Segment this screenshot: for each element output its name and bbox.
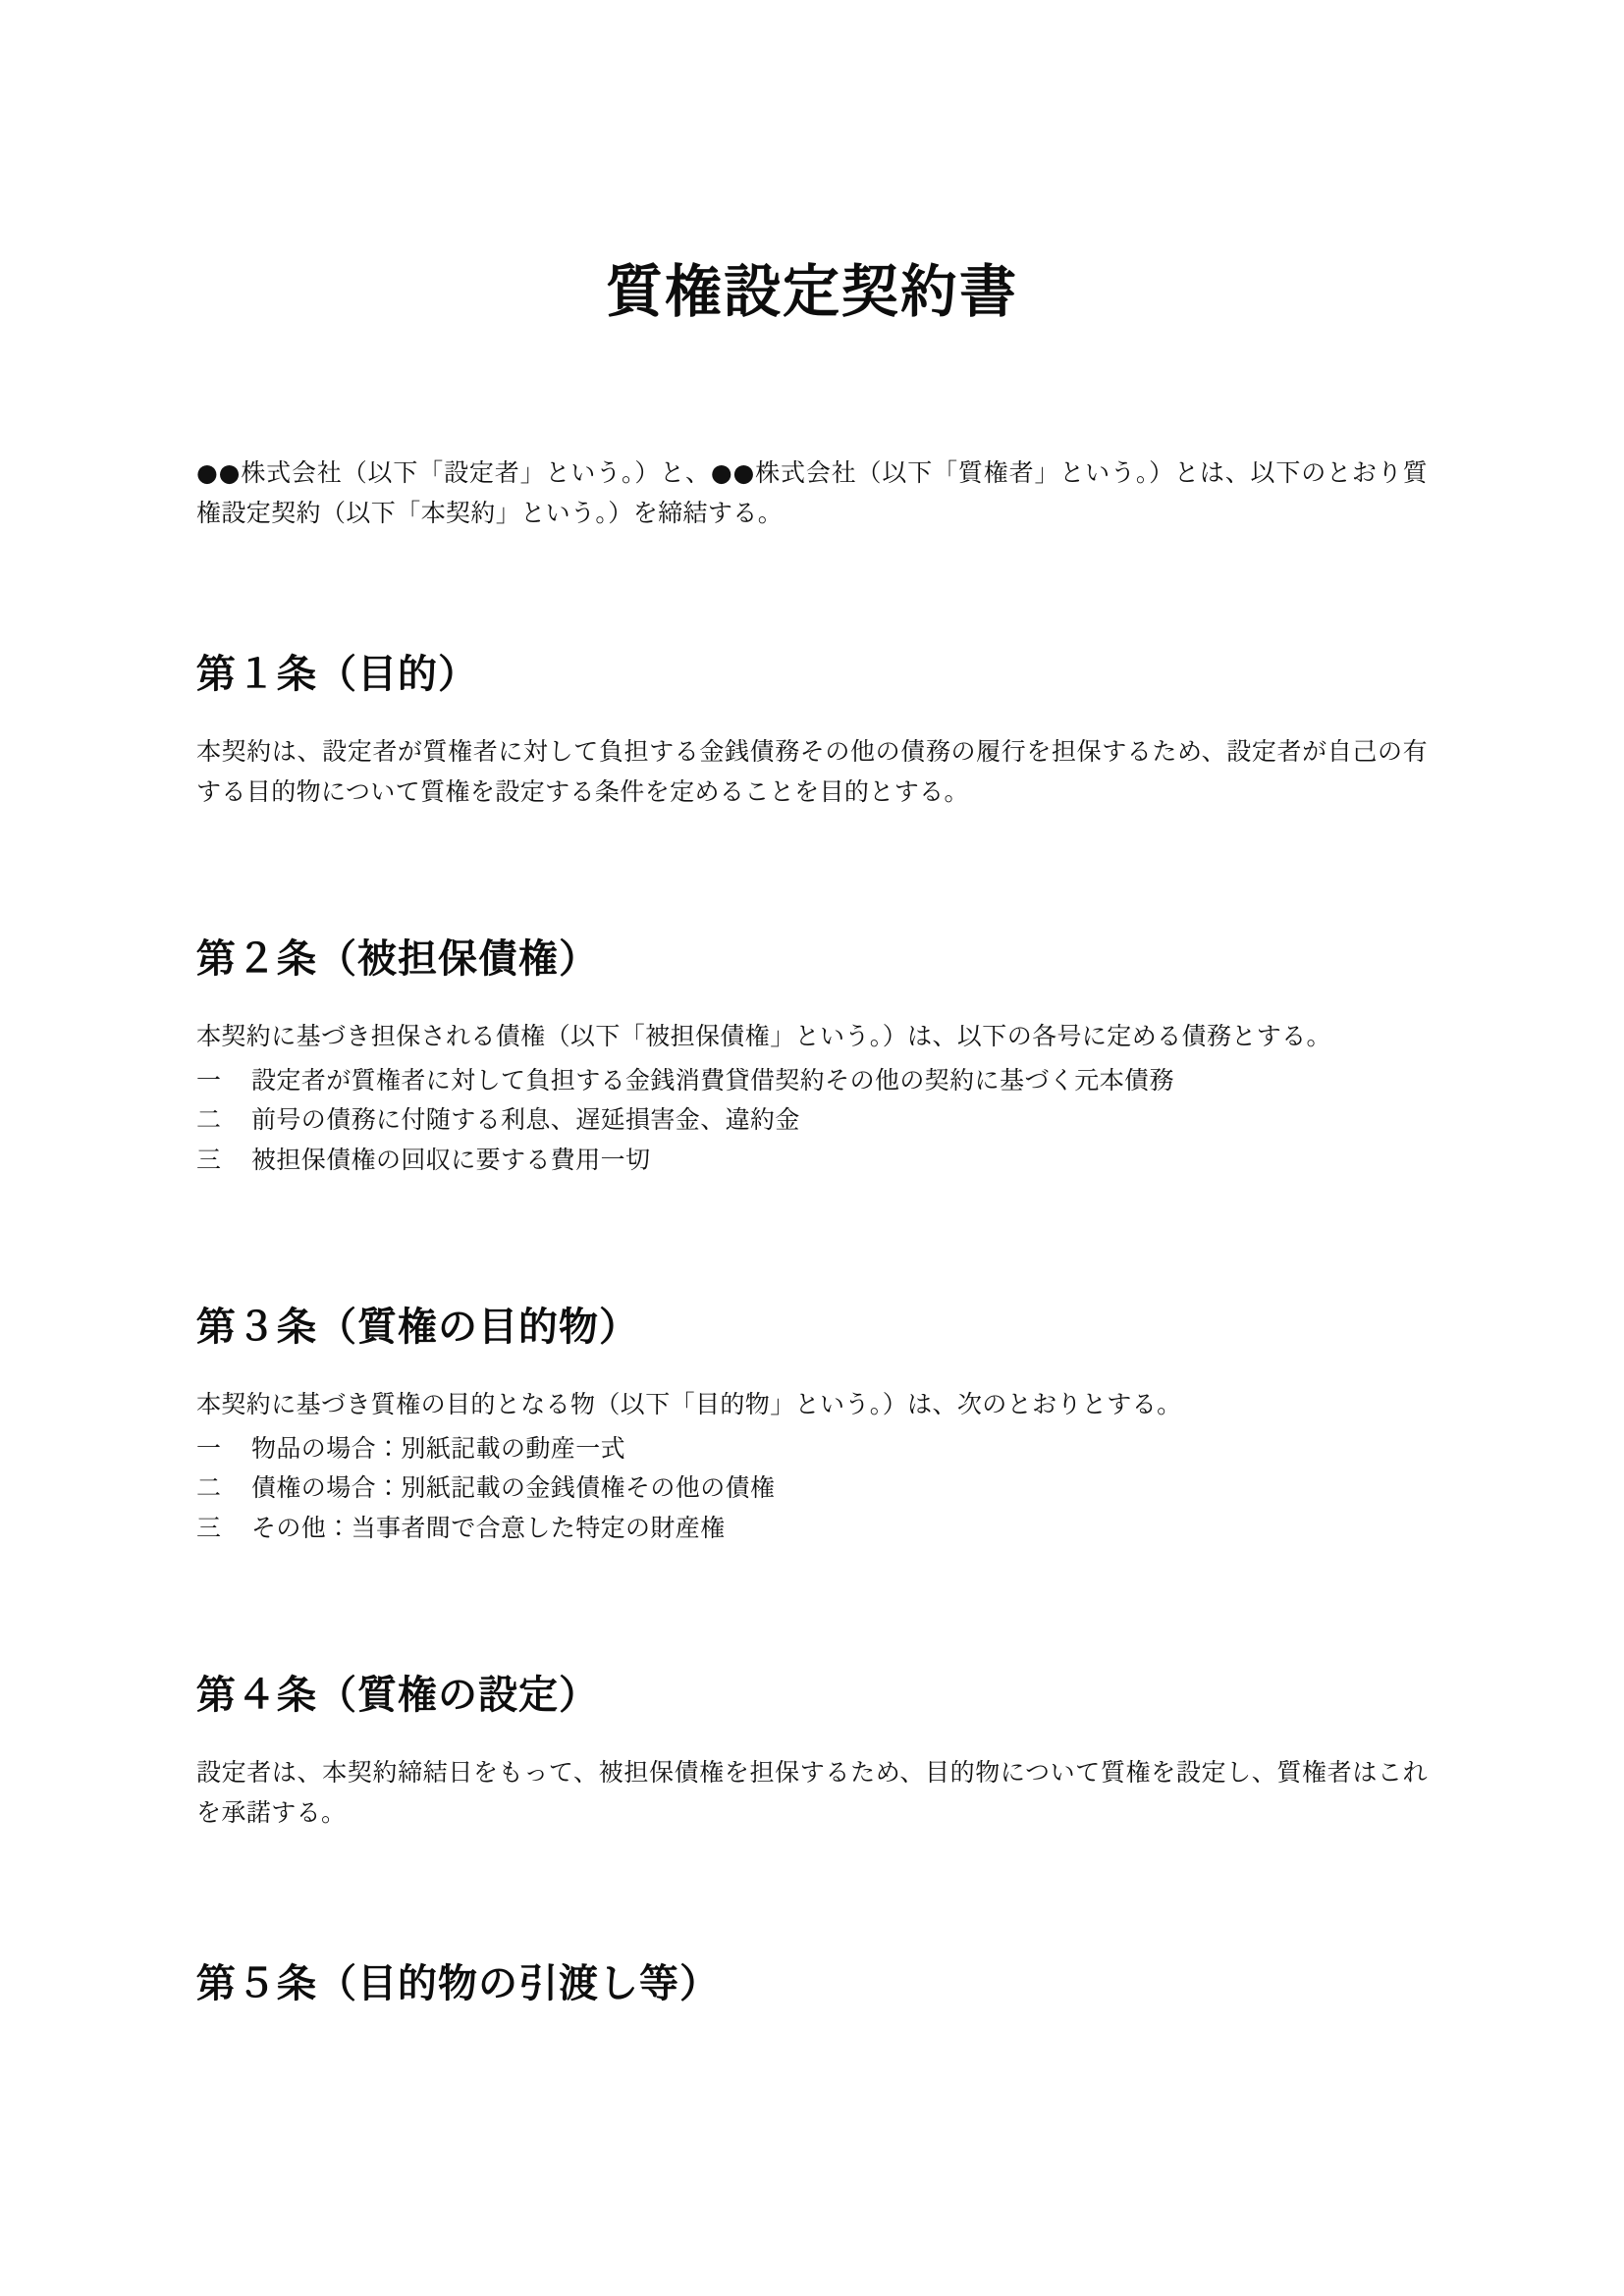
preamble-paragraph: ●●株式会社（以下「設定者」という。）と、●●株式会社（以下「質権者」という。）とは、以下のとおり質権設定契約（以下「本契約」という。）を締結する。 (196, 458, 1428, 527)
article-1-body: 本契約は、設定者が質権者に対して負担する金銭債務その他の債務の履行を担保するため、設定者が自己の有する目的物について質権を設定する条件を定めることを目的とする。 (196, 737, 1428, 806)
list-item-marker: 一 (196, 1433, 222, 1463)
list-item-marker: 二 (196, 1473, 222, 1502)
article-3-heading: 第３条（質権の目的物） (196, 1305, 639, 1350)
article-3-body: 本契約に基づき質権の目的となる物（以下「目的物」という。）は、次のとおりとする。 (196, 1390, 1182, 1418)
list-item-marker: 三 (196, 1513, 222, 1542)
article-1-heading: 第１条（目的） (196, 652, 478, 697)
article-2-body: 本契約に基づき担保される債権（以下「被担保債権」という。）は、以下の各号に定める債務とする。 (196, 1022, 1331, 1050)
list-item-text: 被担保債権の回収に要する費用一切 (251, 1145, 651, 1174)
article-2-heading: 第２条（被担保債権） (196, 936, 599, 982)
list-item (196, 1141, 1428, 1181)
list-item-text: 前号の債務に付随する利息、遅延損害金、違約金 (251, 1105, 800, 1134)
article-1 (196, 643, 1428, 812)
list-item-marker: 三 (196, 1145, 222, 1174)
list-item-text: 債権の場合：別紙記載の金銭債権その他の債権 (251, 1473, 776, 1502)
list-item (196, 1509, 1428, 1549)
article-5-heading: 第５条（目的物の引渡し等） (196, 1961, 720, 2006)
article-2-item-list (196, 1061, 1428, 1181)
article-4-heading: 第４条（質権の設定） (196, 1673, 599, 1718)
article-2 (196, 928, 1428, 1180)
article-4 (196, 1664, 1428, 1833)
article-5 (196, 1952, 1428, 2008)
list-item-text: 設定者が質権者に対して負担する金銭消費貸借契約その他の契約に基づく元本債務 (251, 1065, 1174, 1095)
list-item-text: その他：当事者間で合意した特定の財産権 (251, 1513, 726, 1542)
list-item-text: 物品の場合：別紙記載の動産一式 (251, 1433, 626, 1463)
list-item-marker: 一 (196, 1065, 222, 1095)
list-item (196, 1468, 1428, 1509)
page-title: 質権設定契約書 (605, 258, 1018, 325)
list-item-marker: 二 (196, 1105, 222, 1134)
article-3-item-list (196, 1429, 1428, 1549)
list-item (196, 1429, 1428, 1469)
article-3 (196, 1296, 1428, 1548)
list-item (196, 1100, 1428, 1141)
article-4-body: 設定者は、本契約締結日をもって、被担保債権を担保するため、目的物について質権を設定し、質権者はこれを承諾する。 (196, 1758, 1428, 1827)
list-item (196, 1061, 1428, 1101)
